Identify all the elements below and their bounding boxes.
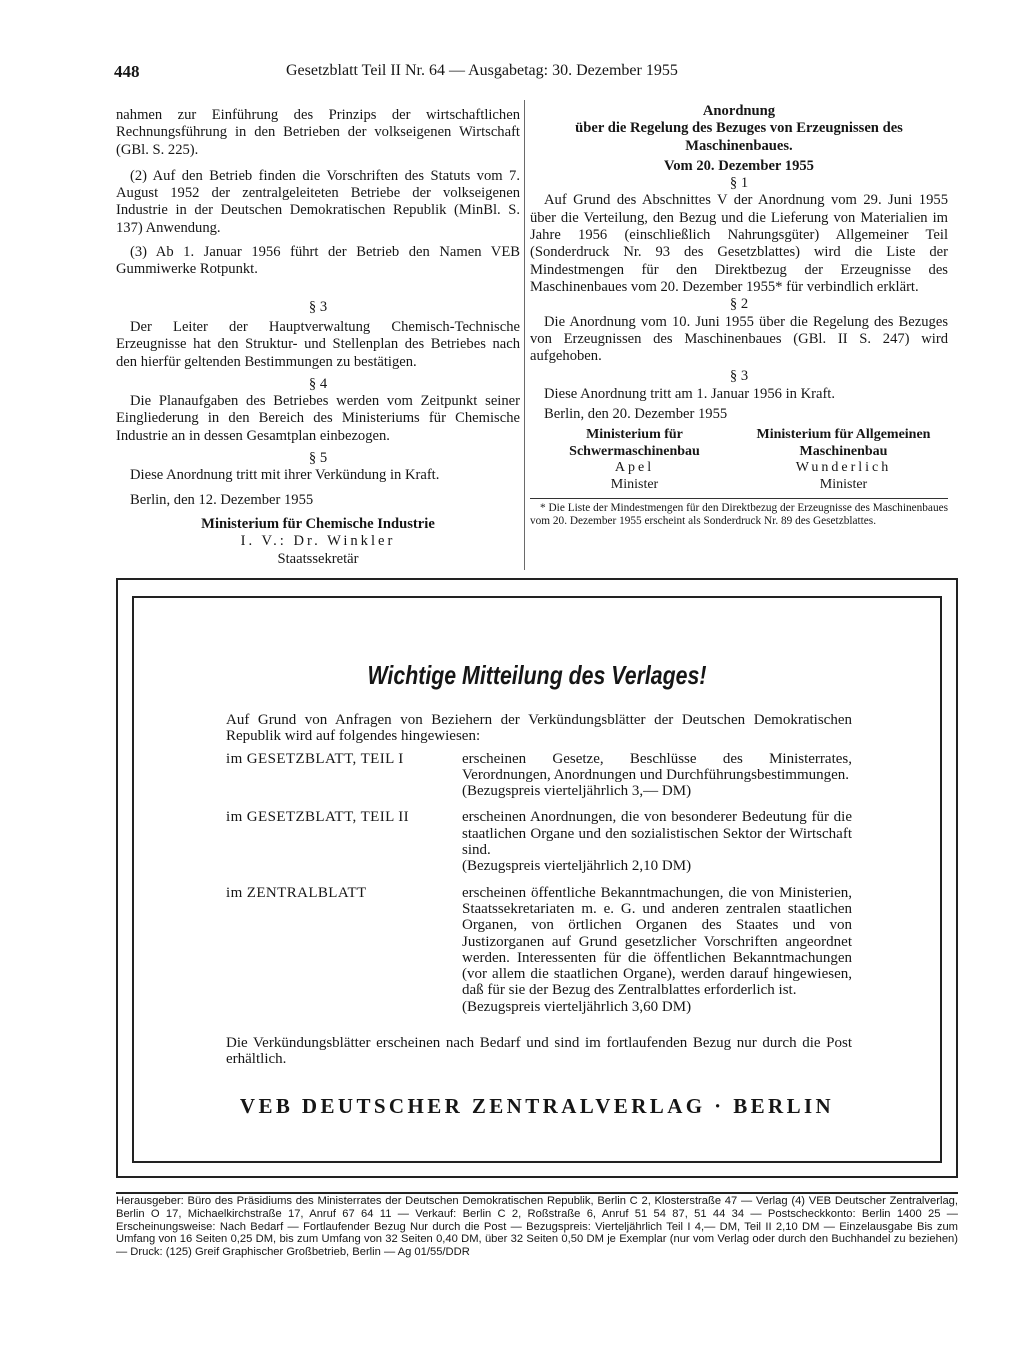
footnote-rule	[530, 498, 948, 499]
section-heading: § 3	[308, 298, 328, 315]
notice-row-label: im ZENTRALBLATT	[226, 884, 367, 901]
section-heading: § 4	[308, 375, 328, 392]
ordinance-title: Anordnung	[702, 103, 776, 119]
notice-row-price: (Bezugspreis vierteljährlich 3,— DM)	[462, 783, 692, 800]
page-number: 448	[114, 62, 140, 81]
imprint: Herausgeber: Büro des Präsidiums des Ministerrates der Deutschen Demokratischen Republik, Berlin C 2, Klosterstraße 47 — Verlag (4) VEB Deutscher Zentralverlag, Berlin O 17, Michaelkirchstraße 17, Anruf 67 64 11 — Verkauf: Berlin C 2, Roßstraße 6, Anruf 51 54 87, 51 44 34 — Postscheckkonto: Berlin 1400 25 — Erscheinungsweise: Nach Bedarf — Fortlaufender Bezug Nur durch die Post — Bezugspreis: Vierteljährlich Teil I 4,— DM, Teil II 2,10 DM — Einzelausgabe Bis zum Umfang von 16 Seiten 0,25 DM, bis zum Umfang von 32 Seiten 0,40 DM, über 32 Seiten 0,50 DM je Exemplar (nur vom Verlag oder durch den Buchhandel zu beziehen) — Druck: (125) Greif Graphischer Großbetrieb, Berlin — Ag 01/55/DDR	[116, 1195, 958, 1259]
signer-title: Minister	[819, 476, 868, 492]
paragraph: Die Anordnung vom 10. Juni 1955 über die Regelung des Bezuges von Erzeugnissen des Maschinenbaues (GBl. II S. 247) wird aufgehoben.	[530, 313, 948, 365]
notice-row	[226, 885, 852, 1015]
notice-row	[226, 809, 852, 874]
paragraph: Diese Anordnung tritt mit ihrer Verkündung in Kraft.	[130, 467, 440, 484]
notice-row-label: im GESETZBLATT, TEIL I	[226, 750, 404, 767]
notice-row-price: (Bezugspreis vierteljährlich 2,10 DM)	[462, 858, 692, 875]
signer-title: Minister	[610, 476, 659, 492]
running-header	[114, 62, 764, 86]
notice-row-desc: erscheinen Anordnungen, die von besonderer Bedeutung für die staatlichen Organe und den sozialistischen Sektor der Wirtschaft sind.	[462, 809, 852, 859]
signer-name: I. V.: Dr. Winkler	[240, 533, 396, 550]
notice-row-desc: erscheinen Gesetze, Beschlüsse des Ministerrates, Verordnungen, Anordnungen und Durchführungsbestimmungen.	[462, 750, 852, 783]
ministry-name: Ministerium für Chemische Industrie	[201, 515, 435, 532]
imprint-rule	[116, 1192, 958, 1194]
notice-row-desc: erscheinen öffentliche Bekanntmachungen, die von Ministerien, Staatssekretariaten m. e. G. und anderen zentralen staatlichen Organen, von örtlichen Organen des Staates und von Justizorganen auf Grund gesetzlicher Vorschriften angeordnet werden. Interessenten für die öffentlichen Bekanntmachungen (vor allem die staatlichen Organe), werden darauf hingewiesen, daß für sie der Bezug des Zentralblattes erforderlich ist.	[462, 884, 852, 999]
ministry-name: Ministerium für Schwermaschinenbau	[569, 427, 700, 459]
paragraph: (2) Auf den Betrieb finden die Vorschriften des Statuts vom 7. August 1952 der zentralgeleiteten Betriebe der volkseigenen Industrie in der Deutschen Demokratischen Republik (MinBl. S. 137) Anwendung.	[116, 167, 520, 236]
publisher-name: VEB DEUTSCHER ZENTRALVERLAG · BERLIN	[239, 1094, 835, 1118]
paragraph: nahmen zur Einführung des Prinzips der wirtschaftlichen Rechnungsführung in den Betrieben der volkseigenen Wirtschaft (GBl. S. 225).	[116, 107, 520, 158]
signer-name: Apel	[614, 460, 655, 476]
section-heading: § 1	[729, 175, 749, 192]
place-date: Berlin, den 20. Dezember 1955	[544, 406, 728, 423]
signer-name: Wunderlich	[795, 460, 892, 476]
notice-body	[226, 712, 852, 1068]
column-divider	[524, 100, 525, 570]
paragraph: Die Planaufgaben des Betriebes werden vom Zeitpunkt seiner Eingliederung in den Bereich des Ministeriums für Chemische Industrie an in dessen Gesamtplan einbezogen.	[116, 393, 520, 444]
notice-intro: Auf Grund von Anfragen von Beziehern der Verkündungsblätter der Deutschen Demokratischen Republik wird auf folgendes hingewiesen:	[226, 712, 852, 745]
paragraph: Diese Anordnung tritt am 1. Januar 1956 in Kraft.	[544, 385, 836, 402]
footnote: * Die Liste der Mindestmengen für den Direktbezug der Erzeugnisse des Maschinenbaues vom 20. Dezember 1955 erscheint als Sonderdruck Nr. 89 des Gesetzblattes.	[530, 502, 948, 528]
notice-closing: Die Verkündungsblätter erscheinen nach Bedarf und sind im fortlaufenden Bezug nur durch die Post erhältlich.	[226, 1035, 852, 1068]
notice-row-label: im GESETZBLATT, TEIL II	[226, 809, 410, 826]
section-heading: § 3	[729, 368, 749, 385]
paragraph: Auf Grund des Abschnittes V der Anordnung vom 29. Juni 1955 über die Verteilung, den Bezug und die Lieferung von Materialien im Jahre 1956 (einschließlich Nahrungsgüter) Allgemeiner Teil (Sonderdruck Nr. 93 des Gesetzblattes) wird die Liste der Mindestmengen für den Direktbezug der Erzeugnisse des Maschinenbaues vom 20. Dezember 1955* für verbindlich erklärt.	[530, 192, 948, 295]
ministry-name: Ministerium für Allgemeinen Maschinenbau	[756, 427, 931, 459]
ordinance-subject: über die Regelung des Bezuges von Erzeugnissen des Maschinenbaues.	[575, 120, 903, 154]
paragraph: Der Leiter der Hauptverwaltung Chemisch-Technische Erzeugnisse hat den Struktur- und Stellenplan des Betriebes nach den hierfür geltenden Bestimmungen zu bestätigen.	[116, 318, 520, 370]
signature-block	[530, 427, 948, 493]
header-title: Gesetzblatt Teil II Nr. 64 — Ausgabetag: 30. Dezember 1955	[286, 62, 678, 79]
notice-row-price: (Bezugspreis vierteljährlich 3,60 DM)	[462, 998, 692, 1015]
place-date: Berlin, den 12. Dezember 1955	[130, 491, 314, 508]
right-column	[530, 103, 948, 528]
section-heading: § 5	[308, 450, 328, 467]
notice-title: Wichtige Mitteilung des Verlages!	[367, 660, 707, 690]
notice-row-text	[462, 885, 852, 1015]
signer-title: Staatssekretär	[277, 550, 359, 567]
ordinance-date: Vom 20. Dezember 1955	[664, 157, 814, 174]
signature-right	[739, 427, 948, 493]
signature-left	[530, 427, 739, 493]
paragraph: (3) Ab 1. Januar 1956 führt der Betrieb den Namen VEB Gummiwerke Rotpunkt.	[116, 244, 520, 278]
notice-row-text	[462, 751, 852, 800]
section-heading: § 2	[729, 296, 749, 313]
notice-row-text	[462, 809, 852, 874]
left-column	[116, 107, 520, 568]
notice-row	[226, 751, 852, 800]
